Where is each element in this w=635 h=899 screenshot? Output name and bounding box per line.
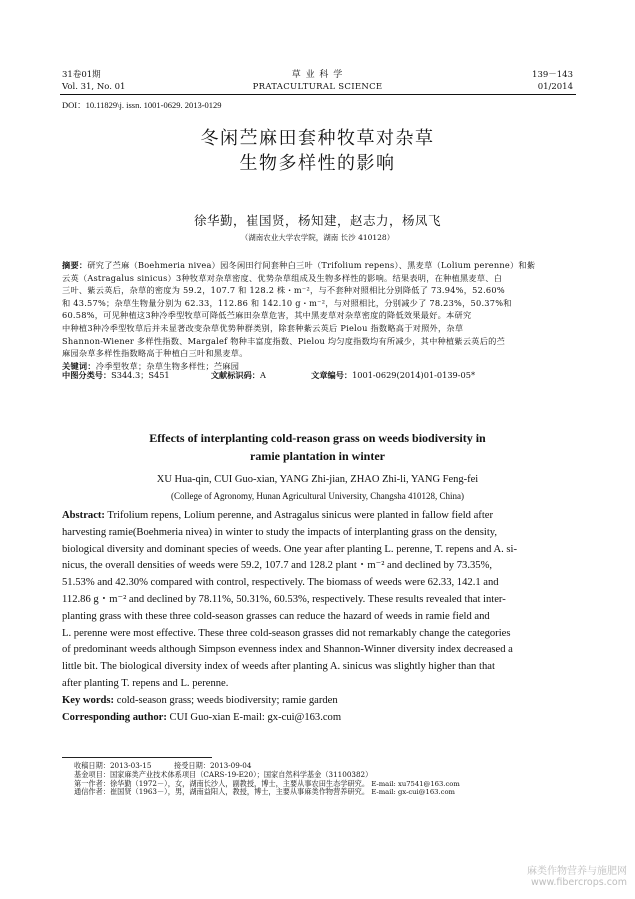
accepted-date: 2013-09-04 xyxy=(209,761,252,770)
keywords-cn-text: 冷季型牧草；杂草生物多样性；苎麻园 xyxy=(95,360,240,371)
first-author-text: 徐华勤（1972－），女，湖南长沙人，副教授，博士，主要从事农田生态学研究。 xyxy=(109,778,370,788)
footnote-corresponding xyxy=(74,788,574,797)
corresponding-author-text: CUI Guo-xian E-mail: gx-cui@163.com xyxy=(166,711,342,723)
clc-label: 中图分类号： xyxy=(62,370,112,380)
corresponding-author-label: Corresponding author: xyxy=(62,711,167,723)
header-rule xyxy=(60,94,576,95)
abstract-cn-line: Shannon-Wiener 多样性指数、Margalef 物种丰富度指数、Pielou 均匀度指数均有所减少，其中种植紫云英后的苎 xyxy=(62,335,506,346)
watermark-cn: 麻类作物营养与施肥网 xyxy=(527,866,627,877)
page-range: 139－143 xyxy=(532,70,573,80)
fund-text: 国家麻类产业技术体系项目（CARS-19-E20）；国家自然科学基金（31100382） xyxy=(109,769,373,779)
abstract-cn-line: 三叶、紫云英后，杂草的密度为 59.2，107.7 和 128.2 株・m⁻²，与不套种对照相比分别降低了 73.94%，52.60% xyxy=(62,285,505,296)
received-label: 收稿日期： xyxy=(74,761,110,770)
volume-issue-cn: 31卷01期 xyxy=(62,70,101,80)
title-cn-line2: 生物多样性的影响 xyxy=(239,153,396,174)
keywords-en-text: cold-season grass; weeds biodiversity; ramie garden xyxy=(114,694,338,706)
doi: DOI：10.11829\j. issn. 1001-0629. 2013-0129 xyxy=(62,100,222,110)
keywords-en xyxy=(62,693,578,710)
journal-name-cn: 草 业 科 学 xyxy=(291,70,344,80)
abstract-en-line: nicus, the overall densities of weeds were 59.2, 107.7 and 128.2 plant・m⁻² and declined by 73.35%, xyxy=(62,560,493,572)
title-en-line2: ramie plantation in winter xyxy=(250,449,385,463)
corr-label: 通信作者： xyxy=(74,787,110,797)
first-author-label: 第一作者： xyxy=(74,778,110,788)
authors-en: XU Hua-qin, CUI Guo-xian, YANG Zhi-jian, ZHAO Zhi-li, YANG Feng-fei xyxy=(156,474,479,485)
classification-cn xyxy=(62,370,578,381)
clc-value: S344.3；S451 xyxy=(111,370,170,380)
abstract-cn xyxy=(62,259,578,372)
abstract-en-label: Abstract: xyxy=(62,510,105,521)
doc-code-label: 文献标识码： xyxy=(210,370,260,380)
abstract-en-line: little bit. The biological diversity index of weeds after planting A. sinicus was slightly higher than that xyxy=(62,661,495,673)
abstract-cn-line: 和 43.57%；杂草生物量分别为 62.33，112.86 和 142.10 g・m⁻²，与对照相比，分别减少了 78.23%，50.37%和 xyxy=(62,297,512,308)
watermark-url: www.fibercrops.com xyxy=(530,877,627,888)
footnote-rule xyxy=(62,757,212,758)
abstract-en-line: planting grass with these three cold-season grasses can reduce the hazard of weeds in ramie field and xyxy=(62,610,490,622)
abstract-cn-line: 60.58%，可见种植这3种冷季型牧草可降低苎麻田杂草危害，其中黑麦草对杂草密度的降低效果最好。本研究 xyxy=(62,310,472,321)
issue-date: 01/2014 xyxy=(537,82,573,92)
abstract-en-line: harvesting ramie(Boehmeria nivea) in winter to study the impacts of interplanting grass on the density, xyxy=(62,526,498,538)
abstract-cn-line: 中种植3种冷季型牧草后并未显著改变杂草优势种群类别，除套种紫云英后 Pielou 指数略高于对照外，杂草 xyxy=(62,322,464,333)
affiliation-en: (College of Agronomy, Hunan Agricultural University, Changsha 410128, China) xyxy=(170,491,465,501)
abstract-en-line: after planting T. repens and L. perenne. xyxy=(62,677,229,689)
keywords-cn-label: 关键词： xyxy=(62,360,96,371)
article-number-value: 1001-0629(2014)01-0139-05* xyxy=(352,370,476,380)
abstract-en-line: biological diversity and dominant species of weeds. One year after planting L. perenne, T. repens and A. si- xyxy=(62,543,517,555)
corr-text: 崔国贤（1963－），男，湖南益阳人，教授，博士，主要从事麻类作物营养研究。 xyxy=(109,787,370,797)
footnote xyxy=(74,762,574,797)
abstract-cn-line: 云英（Astragalus sinicus）3种牧草对杂草密度、优势杂草组成及生物多样性的影响。结果表明，在种植黑麦草、白 xyxy=(62,272,503,283)
abstract-cn-line: 研究了苎麻（Boehmeria nivea）园冬闲田行间套种白三叶（Trifolium repens）、黑麦草（Lolium perenne）和紫 xyxy=(87,260,536,270)
fund-label: 基金项目： xyxy=(74,769,110,779)
keywords-en-label: Key words: xyxy=(62,694,115,706)
abstract-cn-line: 麻园杂草多样性指数略高于种植白三叶和黑麦草。 xyxy=(62,348,248,359)
first-author-email: E-mail: xu7541@163.com xyxy=(371,779,460,788)
corresponding-author-en xyxy=(62,710,578,727)
abstract-cn-label: 摘要： xyxy=(62,260,88,270)
abstract-en-line: 51.53% and 42.30% compared with control, respectively. The biomass of weeds were 62.33, 142.1 and xyxy=(62,577,499,589)
abstract-en xyxy=(62,508,578,726)
article-number-label: 文章编号： xyxy=(311,370,353,380)
authors-cn: 徐华勤，崔国贤，杨知建，赵志力，杨凤飞 xyxy=(193,213,441,228)
title-en-line1: Effects of interplanting cold-reason grass on weeds biodiversity in xyxy=(149,431,486,445)
accepted-label: 接受日期： xyxy=(174,761,210,770)
abstract-en-line: of predominant weeds although Simpson evenness index and Shannon-Winner diversity index decreased a xyxy=(62,644,513,656)
volume-issue-en: Vol. 31, No. 01 xyxy=(62,82,126,92)
title-cn-line1: 冬闲苎麻田套种牧草对杂草 xyxy=(200,128,435,149)
doc-code-value: A xyxy=(259,370,266,380)
abstract-en-line: 112.86 g・m⁻² and declined by 78.11%, 50.31%, 60.53%, respectively. These results revealed that inter- xyxy=(62,593,506,605)
abstract-en-line: Trifolium repens, Lolium perenne, and Astragalus sinicus were planted in fallow field after xyxy=(104,510,494,521)
corr-email: E-mail: gx-cui@163.com xyxy=(371,788,456,797)
abstract-en-line: L. perenne were most effective. These three cold-season grasses did not remarkably change the categories xyxy=(62,627,511,639)
journal-name-en: PRATACULTURAL SCIENCE xyxy=(252,82,383,92)
affiliation-cn: （湖南农业大学农学院，湖南 长沙 410128） xyxy=(240,233,395,242)
received-date: 2013-03-15 xyxy=(109,761,152,770)
